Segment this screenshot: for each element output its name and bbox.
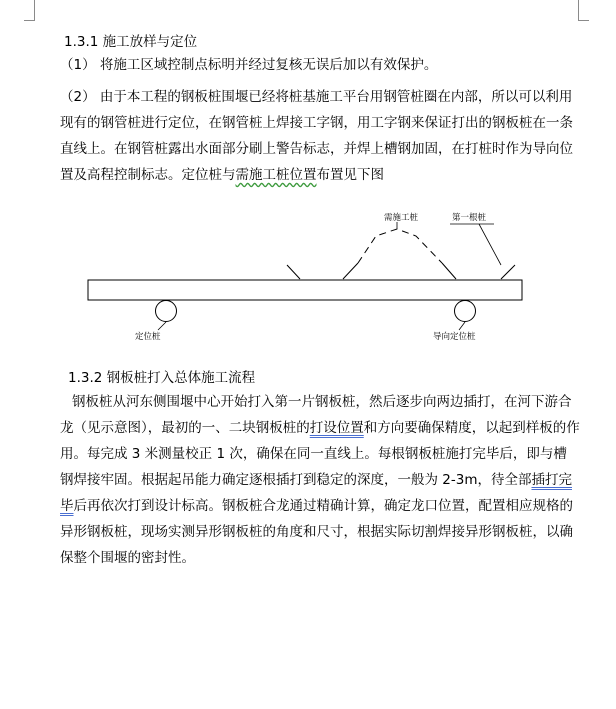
body-underlined-1: 打设位置 — [309, 420, 364, 436]
item-2-text: （2） 由于本工程的钢板桩围堰已经将桩基施工平台用钢管桩圈在内部，所以可以利用现有的钢管桩进行定位，在钢管桩上焊接工字钢，用工字钢来保证打出的钢板桩在一条直线上。在钢管桩露出水面部分刷上警告标志，并焊上槽钢加固，在打桩时作为导向位置及高程控制标志。定位桩与 — [60, 89, 573, 183]
body-text-c: 后再依次打到设计标高。钢板桩合龙通过精确计算，确定龙口位置，配置相应规格的异形钢板桩，现场实测异形钢板桩的角度和尺寸，根据实际切割焊接异形钢板桩，以确保整个围堰的密封性。 — [60, 498, 573, 566]
section-132-body — [60, 389, 580, 571]
first-pile-mark — [501, 265, 515, 279]
first-pile-leader — [479, 224, 501, 265]
section-132-heading: 1.3.2 钢板桩打入总体施工流程 — [68, 370, 256, 386]
label-first-pile: 第一根桩 — [452, 213, 487, 223]
guide-pile-circle — [455, 301, 476, 322]
sheet-pile-left — [287, 265, 300, 279]
item-1-text: （1） 将施工区域控制点标明并经过复核无误后加以有效保护。 — [60, 57, 438, 73]
body-text-b: 和方向要确保精度，以起到样板的作用。每完成 3 米测量校正 1 次，确保在同一直线上。每根钢板桩施打完毕后，即与槽钢焊接牢固。根据起吊能力确定逐根插打到稳定的深度，一般为 2-3m，待全部 — [60, 420, 580, 488]
label-pending-pile: 需施工桩 — [384, 213, 419, 223]
sheet-pile-right — [442, 263, 456, 279]
page-corner-mark-right — [578, 0, 589, 21]
sheet-pile-mid — [343, 263, 358, 279]
page-corner-mark-left — [24, 0, 35, 21]
steel-beam — [88, 280, 522, 300]
body-text-a: 钢板桩从河东侧围堰中心开始打入第一片钢板桩，然后逐步向两边插打，在河下游合龙（见示意图），最初的一、二块钢板桩的 — [60, 394, 572, 436]
label-guide-pile: 导向定位桩 — [433, 332, 476, 342]
positioning-pile-circle — [156, 301, 177, 322]
section-131-heading: 1.3.1 施工放样与定位 — [64, 34, 198, 50]
item-2-underlined-text: 需施工桩位置 — [235, 167, 317, 183]
section-131-item-1 — [60, 52, 580, 78]
item-2-text-end: 布置见下图 — [316, 167, 384, 183]
label-positioning-pile: 定位桩 — [135, 332, 161, 342]
body-underlined-2: 插打完毕 — [60, 472, 572, 514]
pending-pile-dashed — [358, 229, 442, 263]
section-131-item-2 — [60, 84, 580, 188]
